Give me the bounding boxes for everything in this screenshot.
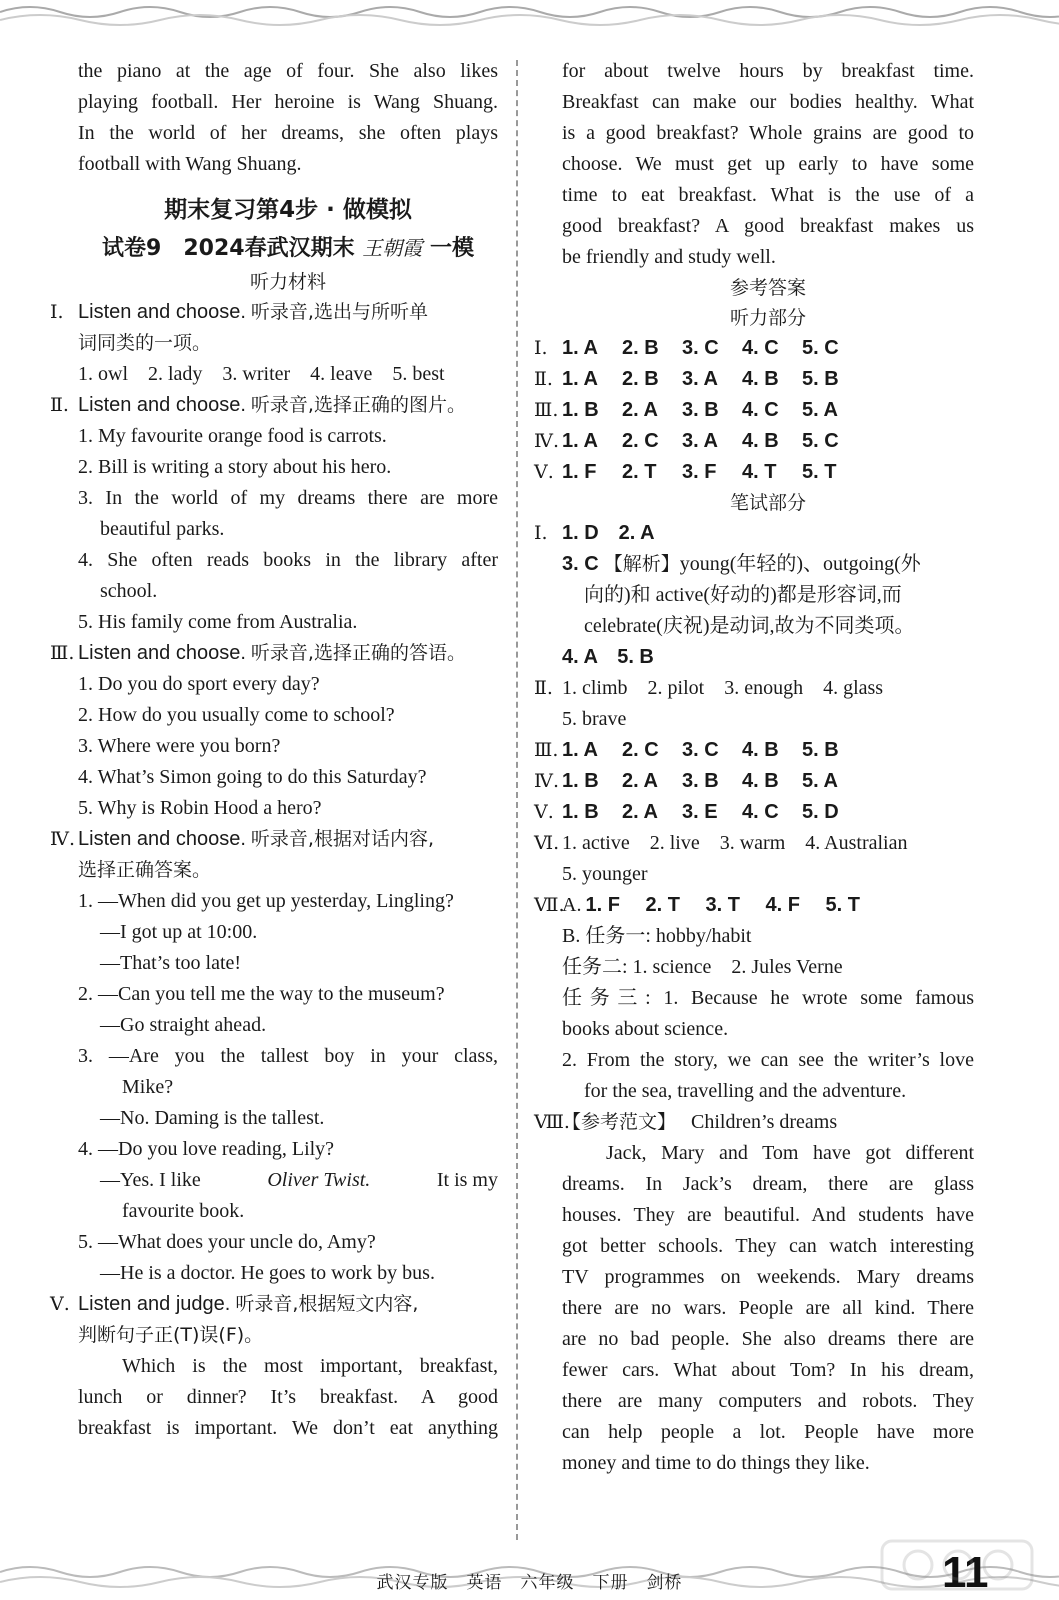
para-line: choose. We must get up early to have some <box>562 153 974 175</box>
answer: 1. B <box>562 770 599 792</box>
dialog-text: —Yes. I like <box>100 1169 201 1191</box>
section-title: 期末复习第4步 · 做模拟 <box>164 197 412 223</box>
page-number: 11 <box>942 1548 989 1597</box>
answer: 5. C <box>802 337 839 359</box>
essay-line: dreams. In Jack’s dream, there are glass <box>562 1173 974 1195</box>
list-item: 1. Do you do sport every day? <box>78 673 320 695</box>
answer: 3. C <box>682 337 719 359</box>
dialog-line: —Go straight ahead. <box>100 1014 267 1036</box>
w7-b2: 任务二: 1. science 2. Jules Verne <box>562 956 843 978</box>
s5-title-en: Listen and judge. <box>78 1293 231 1315</box>
s5-title-cn-cont: 判断句子正(T)误(F)。 <box>78 1324 264 1346</box>
para-line: Breakfast can make our bodies healthy. What <box>562 91 974 113</box>
section-numeral: Ⅳ. <box>534 770 560 792</box>
footer-text: 武汉专版 英语 六年级 下册 剑桥 <box>376 1573 683 1593</box>
answer: 1. F <box>562 461 597 483</box>
answer: 1. B <box>562 801 599 823</box>
essay-line: there are no wars. People are all kind. There <box>562 1297 974 1319</box>
paper-title <box>78 230 498 267</box>
intro-line: football with Wang Shuang. <box>78 153 302 175</box>
dialog-line: favourite book. <box>122 1200 245 1222</box>
answer: 2. C <box>622 430 659 452</box>
answer: 4. B <box>742 739 779 761</box>
s1-items: 1. owl 2. lady 3. writer 4. leave 5. best <box>78 363 445 385</box>
list-item: 1. My favourite orange food is carrots. <box>78 425 387 447</box>
analysis-text: young(年轻的)、outgoing(外 <box>679 553 921 575</box>
w6-answers-cont: 5. younger <box>562 863 648 885</box>
w2-numeral: Ⅱ. <box>534 677 553 699</box>
left-column <box>50 56 498 1444</box>
dialog-line: 2. —Can you tell me the way to the museum? <box>78 983 445 1005</box>
essay-line: money and time to do things they like. <box>562 1452 870 1474</box>
dialog-line: 1. —When did you get up yesterday, Lingling? <box>78 890 454 912</box>
dialog-text: It is my <box>436 1169 498 1191</box>
w6-answers: 1. active 2. live 3. warm 4. Australian <box>562 832 908 854</box>
s5-numeral: Ⅴ. <box>50 1293 70 1315</box>
paper-suffix: 一模 <box>429 236 474 261</box>
answer: 1. F <box>585 894 620 916</box>
answer-row <box>534 395 974 426</box>
dialog-line: 3. —Are you the tallest boy in your class, <box>78 1045 498 1067</box>
paper-title-text: 试卷9 2024春武汉期末 <box>102 236 355 261</box>
watermark-icon <box>878 1535 1038 1595</box>
s2-heading <box>50 390 498 421</box>
s2-numeral: Ⅱ. <box>50 394 69 416</box>
w7-a-label: A. <box>562 894 582 916</box>
answer: 1. A <box>562 337 598 359</box>
w1-q3-answer: 3. C <box>562 553 599 575</box>
answer: 5. B <box>802 739 839 761</box>
answer: 3. B <box>682 770 719 792</box>
s4-title-en: Listen and choose. <box>78 828 246 850</box>
w1-numeral: Ⅰ. <box>534 522 548 544</box>
section-numeral: Ⅱ. <box>534 368 553 390</box>
s3-numeral: Ⅲ. <box>50 642 75 664</box>
answer: 5. C <box>802 430 839 452</box>
s2-title-cn: 听录音,选择正确的图片。 <box>250 394 466 416</box>
list-item: 4. She often reads books in the library after <box>78 549 498 571</box>
listening-part-heading: 听力部分 <box>729 307 806 329</box>
w1-first: 1. D 2. A <box>562 522 655 544</box>
s3-title-en: Listen and choose. <box>78 642 246 664</box>
sample-essay-tag: 【参考范文】 <box>562 1111 677 1133</box>
s1-numeral: Ⅰ. <box>50 301 64 323</box>
w7-b3-cont: books about science. <box>562 1018 729 1040</box>
w2-answers-cont: 5. brave <box>562 708 627 730</box>
analysis-line: 向的)和 active(好动的)都是形容词,而 <box>584 584 902 606</box>
w1-rest: 4. A 5. B <box>562 646 654 668</box>
s1-title-cn-cont: 词同类的一项。 <box>78 332 212 354</box>
answer: 3. C <box>682 739 719 761</box>
s4-numeral: Ⅳ. <box>50 828 76 850</box>
answer: 5. B <box>802 368 839 390</box>
w6-numeral: Ⅵ. <box>534 832 560 854</box>
essay-line: houses. They are beautiful. And students have <box>562 1204 974 1226</box>
list-item: 3. Where were you born? <box>78 735 281 757</box>
w1-line <box>534 518 974 549</box>
answer: 2. A <box>622 770 658 792</box>
answer: 2. T <box>645 894 680 916</box>
w7-b4-cont: for the sea, travelling and the adventure. <box>584 1080 907 1102</box>
answer: 3. T <box>705 894 740 916</box>
w7-line <box>534 890 974 921</box>
list-item: 2. How do you usually come to school? <box>78 704 395 726</box>
answer: 3. B <box>682 399 719 421</box>
answer: 4. T <box>742 461 777 483</box>
answer: 4. C <box>742 801 779 823</box>
dialog-line: —No. Daming is the tallest. <box>100 1107 325 1129</box>
answer: 2. B <box>622 337 659 359</box>
para-line: time to eat breakfast. What is the use of a <box>562 184 974 206</box>
intro-line: playing football. Her heroine is Wang Shuang. <box>78 91 498 113</box>
w2-line <box>534 673 974 704</box>
essay-line: there are many computers and robots. They <box>562 1390 974 1412</box>
s3-title-cn: 听录音,选择正确的答语。 <box>250 642 466 664</box>
w2-answers: 1. climb 2. pilot 3. enough 4. glass <box>562 677 884 699</box>
listening-answers <box>534 333 974 488</box>
answer: 1. A <box>562 368 598 390</box>
s4-title-cn-cont: 选择正确答案。 <box>78 859 212 881</box>
listening-heading: 听力材料 <box>249 271 326 293</box>
answer-row <box>534 735 974 766</box>
answer: 4. B <box>742 430 779 452</box>
para-line: for about twelve hours by breakfast time. <box>562 60 974 82</box>
essay-line: TV programmes on weekends. Mary dreams <box>562 1266 974 1288</box>
answer: 2. A <box>622 399 658 421</box>
answer: 1. B <box>562 399 599 421</box>
paper-logo: 王朝霞 <box>362 236 423 260</box>
answer-row <box>534 333 974 364</box>
list-item: 5. His family come from Australia. <box>78 611 358 633</box>
section-numeral: Ⅲ. <box>534 739 559 761</box>
answer: 5. A <box>802 770 838 792</box>
answer: 3. F <box>682 461 717 483</box>
section-numeral: Ⅳ. <box>534 430 560 452</box>
essay-line: Jack, Mary and Tom have got different <box>606 1142 974 1164</box>
list-item-cont: beautiful parks. <box>100 518 225 540</box>
w7-b4: 2. From the story, we can see the writer’s love <box>562 1049 974 1071</box>
answer: 4. B <box>742 770 779 792</box>
answers-heading: 参考答案 <box>729 277 806 299</box>
s4-title-cn: 听录音,根据对话内容, <box>250 828 434 850</box>
answer: 3. A <box>682 430 718 452</box>
essay-title: Children’s dreams <box>691 1111 838 1133</box>
book-title: Oliver Twist. <box>267 1169 371 1191</box>
w8-numeral: Ⅷ. <box>534 1111 570 1133</box>
s5-title-cn: 听录音,根据短文内容, <box>235 1293 419 1315</box>
answer: 5. T <box>825 894 860 916</box>
para-line: breakfast is important. We don’t eat anything <box>78 1417 498 1439</box>
column-divider <box>516 60 518 1540</box>
list-item-cont: school. <box>100 580 158 602</box>
para-line: Which is the most important, breakfast, <box>122 1355 498 1377</box>
top-wave-border <box>0 0 1059 34</box>
w1-q3 <box>562 549 974 580</box>
answer-row <box>534 457 974 488</box>
w7-b1: B. 任务一: hobby/habit <box>562 925 752 947</box>
answer: 2. B <box>622 368 659 390</box>
intro-line: In the world of her dreams, she often plays <box>78 122 498 144</box>
w6-line <box>534 828 974 859</box>
section-numeral: Ⅴ. <box>534 461 554 483</box>
section-numeral: Ⅴ. <box>534 801 554 823</box>
answer: 2. A <box>622 801 658 823</box>
answer: 4. C <box>742 337 779 359</box>
answer-row <box>534 766 974 797</box>
written-part-heading: 笔试部分 <box>729 492 806 514</box>
list-item: 4. What’s Simon going to do this Saturday? <box>78 766 427 788</box>
answer: 3. E <box>682 801 718 823</box>
section-numeral: Ⅰ. <box>534 337 548 359</box>
dialog-line: Mike? <box>122 1076 174 1098</box>
written-simple-answers <box>534 735 974 828</box>
para-line: be friendly and study well. <box>562 246 776 268</box>
answer-row <box>534 364 974 395</box>
s2-title-en: Listen and choose. <box>78 394 246 416</box>
w8-line <box>534 1107 974 1138</box>
intro-line: the piano at the age of four. She also likes <box>78 60 498 82</box>
answer: 4. C <box>742 399 779 421</box>
section-numeral: Ⅲ. <box>534 399 559 421</box>
answer: 1. A <box>562 430 598 452</box>
answer: 5. D <box>802 801 839 823</box>
answer: 2. C <box>622 739 659 761</box>
dialog-line: 4. —Do you love reading, Lily? <box>78 1138 335 1160</box>
dialog-line: —That’s too late! <box>100 952 242 974</box>
para-line: lunch or dinner? It’s breakfast. A good <box>78 1386 498 1408</box>
analysis-line: celebrate(庆祝)是动词,故为不同类项。 <box>584 615 915 637</box>
answer: 5. A <box>802 399 838 421</box>
essay-line: can help people a lot. People have more <box>562 1421 974 1443</box>
para-line: good breakfast? A good breakfast makes us <box>562 215 974 237</box>
answer: 4. B <box>742 368 779 390</box>
dialog-line: 5. —What does your uncle do, Amy? <box>78 1231 376 1253</box>
analysis-tag: 【解析】 <box>603 553 680 575</box>
s4-heading <box>50 824 498 855</box>
w7-b3: 任务三: 1. Because he wrote some famous <box>562 987 974 1009</box>
s3-heading <box>50 638 498 669</box>
w7-numeral: Ⅶ. <box>534 894 565 916</box>
s1-heading <box>50 297 498 328</box>
s1-title-cn: 听录音,选出与所听单 <box>250 301 428 323</box>
answer: 2. T <box>622 461 657 483</box>
list-item: 2. Bill is writing a story about his hero. <box>78 456 392 478</box>
answer-row <box>534 426 974 457</box>
dialog-line <box>78 1165 498 1196</box>
answer-row <box>534 797 974 828</box>
answer: 5. T <box>802 461 837 483</box>
essay-line: got better schools. They can watch interesting <box>562 1235 974 1257</box>
s1-title-en: Listen and choose. <box>78 301 246 323</box>
para-line: is a good breakfast? Whole grains are good to <box>562 122 974 144</box>
list-item: 3. In the world of my dreams there are more <box>78 487 498 509</box>
right-column <box>534 56 974 1479</box>
s5-heading <box>50 1289 498 1320</box>
list-item: 5. Why is Robin Hood a hero? <box>78 797 322 819</box>
answer: 4. F <box>765 894 800 916</box>
dialog-line: —I got up at 10:00. <box>100 921 258 943</box>
dialog-line: —He is a doctor. He goes to work by bus. <box>100 1262 435 1284</box>
answer: 3. A <box>682 368 718 390</box>
essay-line: fewer cars. What about Tom? In his dream, <box>562 1359 974 1381</box>
answer: 1. A <box>562 739 598 761</box>
essay-line: are no bad people. She also dreams there are <box>562 1328 974 1350</box>
